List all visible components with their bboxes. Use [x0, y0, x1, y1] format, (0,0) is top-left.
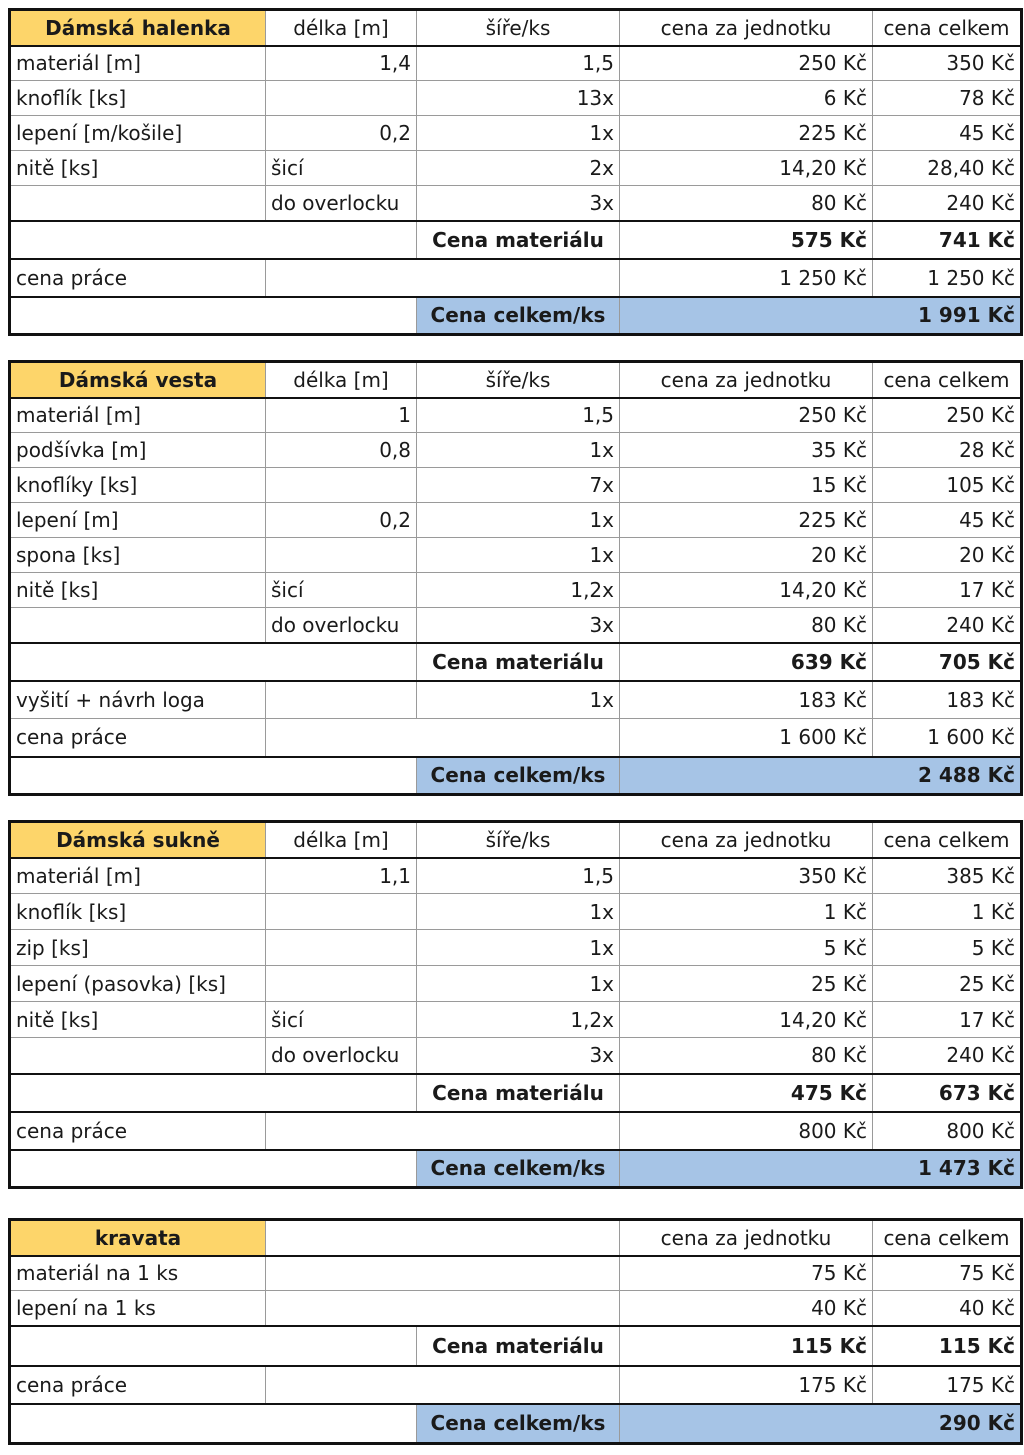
labor-unit-price: 175 Kč [620, 1366, 873, 1404]
header-length: délka [m] [266, 822, 417, 858]
item-length: 1 [266, 398, 417, 433]
table-row [10, 930, 1022, 966]
table-title: Dámská vesta [10, 362, 266, 398]
item-label: knoflík [ks] [10, 81, 266, 116]
item-width: 1x [417, 433, 620, 468]
item-length [266, 930, 417, 966]
empty-cell [10, 1150, 417, 1188]
empty-cell [10, 1404, 417, 1444]
item-total-price: 28 Kč [873, 433, 1022, 468]
labor-label: cena práce [10, 719, 266, 757]
header-length: délka [m] [266, 10, 417, 46]
item-length: 1,1 [266, 858, 417, 894]
item-sublabel: šicí [266, 1002, 417, 1038]
empty-cell [10, 1074, 417, 1112]
grand-total-row [10, 757, 1022, 795]
item-label [10, 608, 266, 643]
item-unit-price: 225 Kč [620, 503, 873, 538]
extra-total-price: 183 Kč [873, 681, 1022, 719]
material-sum-row [10, 1074, 1022, 1112]
extra-label: vyšití + návrh loga [10, 681, 266, 719]
item-sublabel: šicí [266, 151, 417, 186]
item-label: lepení (pasovka) [ks] [10, 966, 266, 1002]
material-total-price: 741 Kč [873, 221, 1022, 259]
item-total-price: 75 Kč [873, 1256, 1022, 1291]
table-row [10, 608, 1022, 643]
grand-total-value: 1 991 Kč [620, 297, 1022, 335]
item-length: 1,4 [266, 46, 417, 81]
table-title: kravata [10, 1220, 266, 1256]
grand-total-label: Cena celkem/ks [417, 1404, 620, 1444]
item-total-price: 20 Kč [873, 538, 1022, 573]
item-width: 3x [417, 186, 620, 221]
item-sublabel: do overlocku [266, 1038, 417, 1074]
empty-cell [266, 681, 417, 719]
item-unit-price: 75 Kč [620, 1256, 873, 1291]
item-total-price: 25 Kč [873, 966, 1022, 1002]
material-label: Cena materiálu [417, 221, 620, 259]
item-width: 3x [417, 1038, 620, 1074]
empty-cell [10, 1326, 417, 1366]
table-row [10, 81, 1022, 116]
item-label: nitě [ks] [10, 151, 266, 186]
header-unit-price: cena za jednotku [620, 10, 873, 46]
item-unit-price: 250 Kč [620, 398, 873, 433]
table-row [10, 186, 1022, 221]
labor-label: cena práce [10, 1366, 266, 1404]
labor-label: cena práce [10, 1112, 266, 1150]
item-label: knoflík [ks] [10, 894, 266, 930]
material-label: Cena materiálu [417, 1074, 620, 1112]
item-width: 1x [417, 894, 620, 930]
item-total-price: 1 Kč [873, 894, 1022, 930]
material-label: Cena materiálu [417, 643, 620, 681]
item-total-price: 385 Kč [873, 858, 1022, 894]
item-label: lepení [m] [10, 503, 266, 538]
labor-row [10, 259, 1022, 297]
header-total-price: cena celkem [873, 362, 1022, 398]
material-unit-price: 575 Kč [620, 221, 873, 259]
item-label: materiál na 1 ks [10, 1256, 266, 1291]
labor-total-price: 175 Kč [873, 1366, 1022, 1404]
labor-unit-price: 800 Kč [620, 1112, 873, 1150]
item-width: 1x [417, 966, 620, 1002]
labor-row [10, 719, 1022, 757]
item-total-price: 45 Kč [873, 503, 1022, 538]
item-total-price: 17 Kč [873, 573, 1022, 608]
table-row [10, 894, 1022, 930]
item-total-price: 45 Kč [873, 116, 1022, 151]
header-total-price: cena celkem [873, 10, 1022, 46]
item-length [266, 538, 417, 573]
item-sublabel: do overlocku [266, 186, 417, 221]
material-total-price: 673 Kč [873, 1074, 1022, 1112]
header-total-price: cena celkem [873, 822, 1022, 858]
item-sublabel: šicí [266, 573, 417, 608]
item-width: 1,2x [417, 573, 620, 608]
table-row [10, 503, 1022, 538]
labor-row [10, 1366, 1022, 1404]
material-unit-price: 475 Kč [620, 1074, 873, 1112]
empty-cell [10, 757, 417, 795]
price-table-vesta [8, 360, 1023, 796]
item-unit-price: 14,20 Kč [620, 1002, 873, 1038]
item-label: materiál [m] [10, 858, 266, 894]
table-row [10, 858, 1022, 894]
item-total-price: 17 Kč [873, 1002, 1022, 1038]
header-unit-price: cena za jednotku [620, 362, 873, 398]
item-width: 13x [417, 81, 620, 116]
item-width: 2x [417, 151, 620, 186]
item-unit-price: 40 Kč [620, 1291, 873, 1326]
item-label [10, 186, 266, 221]
labor-unit-price: 1 250 Kč [620, 259, 873, 297]
labor-row [10, 1112, 1022, 1150]
grand-total-label: Cena celkem/ks [417, 757, 620, 795]
item-unit-price: 20 Kč [620, 538, 873, 573]
item-width: 1,5 [417, 398, 620, 433]
item-total-price: 240 Kč [873, 608, 1022, 643]
item-length: 0,2 [266, 116, 417, 151]
table-row [10, 433, 1022, 468]
item-label: knoflíky [ks] [10, 468, 266, 503]
table-row [10, 1291, 1022, 1326]
grand-total-row [10, 1150, 1022, 1188]
item-label: nitě [ks] [10, 573, 266, 608]
material-unit-price: 115 Kč [620, 1326, 873, 1366]
extra-width: 1x [417, 681, 620, 719]
material-label: Cena materiálu [417, 1326, 620, 1366]
item-label [10, 1038, 266, 1074]
item-width: 7x [417, 468, 620, 503]
header-length: délka [m] [266, 362, 417, 398]
item-length: 0,8 [266, 433, 417, 468]
header-width: šíře/ks [417, 362, 620, 398]
item-label: zip [ks] [10, 930, 266, 966]
item-total-price: 350 Kč [873, 46, 1022, 81]
item-width: 1,5 [417, 858, 620, 894]
item-unit-price: 1 Kč [620, 894, 873, 930]
empty-cell [10, 221, 417, 259]
item-length [266, 894, 417, 930]
table-title: Dámská halenka [10, 10, 266, 46]
table-row [10, 151, 1022, 186]
material-sum-row [10, 221, 1022, 259]
table-row [10, 116, 1022, 151]
item-width: 3x [417, 608, 620, 643]
extra-unit-price: 183 Kč [620, 681, 873, 719]
material-sum-row [10, 643, 1022, 681]
header-width: šíře/ks [417, 10, 620, 46]
labor-unit-price: 1 600 Kč [620, 719, 873, 757]
item-total-price: 240 Kč [873, 1038, 1022, 1074]
table-row [10, 398, 1022, 433]
item-unit-price: 80 Kč [620, 1038, 873, 1074]
extra-row [10, 681, 1022, 719]
header-unit-price: cena za jednotku [620, 1220, 873, 1256]
item-width: 1,2x [417, 1002, 620, 1038]
empty-cell [266, 1366, 620, 1404]
item-length [266, 966, 417, 1002]
item-total-price: 78 Kč [873, 81, 1022, 116]
grand-total-value: 1 473 Kč [620, 1150, 1022, 1188]
item-width: 1x [417, 538, 620, 573]
item-label: nitě [ks] [10, 1002, 266, 1038]
grand-total-label: Cena celkem/ks [417, 297, 620, 335]
item-length [266, 468, 417, 503]
table-title: Dámská sukně [10, 822, 266, 858]
empty-cell [10, 643, 417, 681]
material-unit-price: 639 Kč [620, 643, 873, 681]
item-length [266, 81, 417, 116]
item-unit-price: 80 Kč [620, 608, 873, 643]
item-unit-price: 14,20 Kč [620, 573, 873, 608]
empty-cell [266, 1291, 620, 1326]
table-row [10, 573, 1022, 608]
header-total-price: cena celkem [873, 1220, 1022, 1256]
grand-total-value: 2 488 Kč [620, 757, 1022, 795]
table-row [10, 1002, 1022, 1038]
item-width: 1,5 [417, 46, 620, 81]
empty-cell [266, 719, 620, 757]
table-row [10, 46, 1022, 81]
item-unit-price: 25 Kč [620, 966, 873, 1002]
price-table-halenka [8, 8, 1023, 336]
item-sublabel: do overlocku [266, 608, 417, 643]
price-table-kravata [8, 1218, 1023, 1445]
item-label: podšívka [m] [10, 433, 266, 468]
item-label: materiál [m] [10, 46, 266, 81]
grand-total-row [10, 297, 1022, 335]
item-total-price: 40 Kč [873, 1291, 1022, 1326]
empty-cell [10, 297, 417, 335]
table-row [10, 538, 1022, 573]
item-unit-price: 5 Kč [620, 930, 873, 966]
grand-total-value: 290 Kč [620, 1404, 1022, 1444]
item-total-price: 28,40 Kč [873, 151, 1022, 186]
item-total-price: 250 Kč [873, 398, 1022, 433]
material-total-price: 705 Kč [873, 643, 1022, 681]
item-total-price: 5 Kč [873, 930, 1022, 966]
header-width: šíře/ks [417, 822, 620, 858]
price-table-sukne [8, 820, 1023, 1189]
grand-total-row [10, 1404, 1022, 1444]
item-width: 1x [417, 116, 620, 151]
item-total-price: 240 Kč [873, 186, 1022, 221]
item-length: 0,2 [266, 503, 417, 538]
empty-cell [266, 259, 620, 297]
item-total-price: 105 Kč [873, 468, 1022, 503]
item-unit-price: 14,20 Kč [620, 151, 873, 186]
item-width: 1x [417, 930, 620, 966]
empty-cell [266, 1256, 620, 1291]
table-row [10, 966, 1022, 1002]
table-row [10, 468, 1022, 503]
labor-total-price: 1 250 Kč [873, 259, 1022, 297]
item-unit-price: 225 Kč [620, 116, 873, 151]
item-unit-price: 15 Kč [620, 468, 873, 503]
material-total-price: 115 Kč [873, 1326, 1022, 1366]
item-label: lepení [m/košile] [10, 116, 266, 151]
item-width: 1x [417, 503, 620, 538]
table-row [10, 1038, 1022, 1074]
item-unit-price: 6 Kč [620, 81, 873, 116]
empty-cell [266, 1112, 620, 1150]
item-label: materiál [m] [10, 398, 266, 433]
item-label: lepení na 1 ks [10, 1291, 266, 1326]
item-unit-price: 350 Kč [620, 858, 873, 894]
header-unit-price: cena za jednotku [620, 822, 873, 858]
labor-total-price: 1 600 Kč [873, 719, 1022, 757]
labor-label: cena práce [10, 259, 266, 297]
item-unit-price: 80 Kč [620, 186, 873, 221]
material-sum-row [10, 1326, 1022, 1366]
table-row [10, 1256, 1022, 1291]
grand-total-label: Cena celkem/ks [417, 1150, 620, 1188]
item-label: spona [ks] [10, 538, 266, 573]
empty-cell [266, 1220, 620, 1256]
item-unit-price: 35 Kč [620, 433, 873, 468]
labor-total-price: 800 Kč [873, 1112, 1022, 1150]
item-unit-price: 250 Kč [620, 46, 873, 81]
